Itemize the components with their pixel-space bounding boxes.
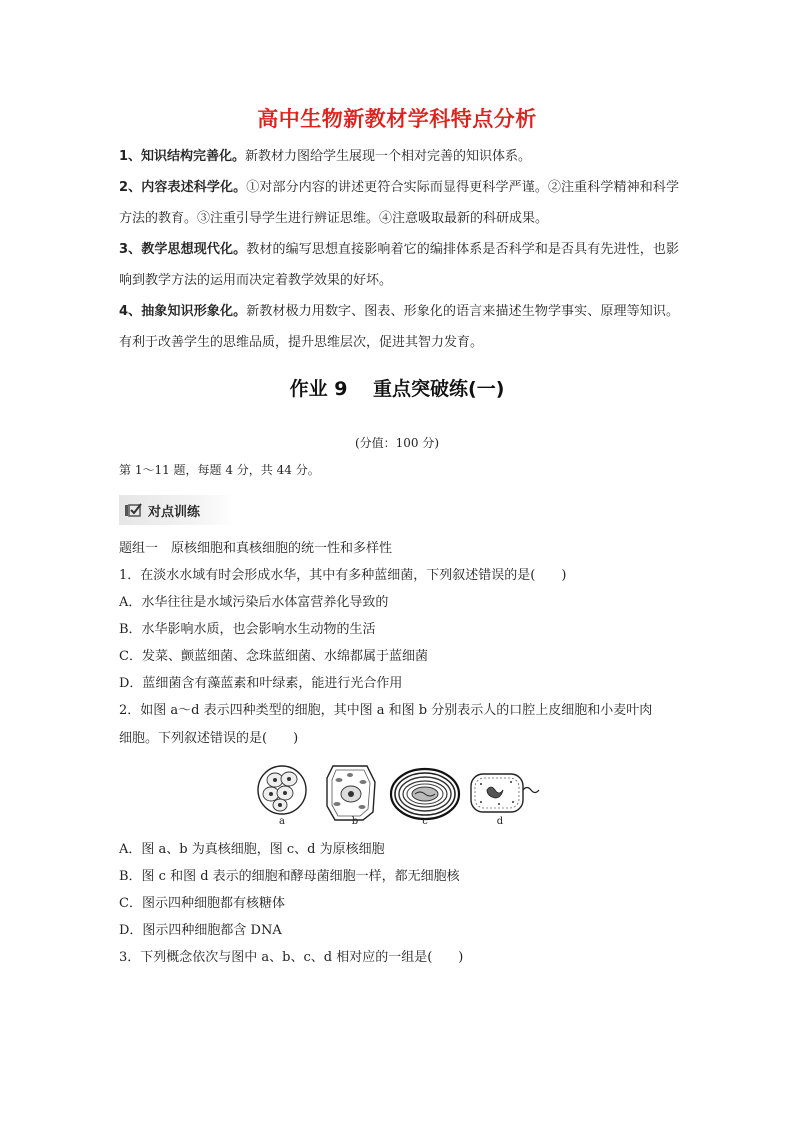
- feature-3: [119, 234, 679, 296]
- cell-d-icon: [471, 774, 539, 812]
- cell-b-icon: [327, 766, 375, 820]
- cell-c-icon: [391, 769, 459, 819]
- feature-text: ①对部分内容的讲述更符合实际而显得更科学严谨。②注重科学精神和科学方法的教育。③注重引导学生进行辨证思维。④注意吸取最新的科研成果。: [119, 180, 679, 226]
- q2-stem-line2: 细胞。下列叙述错误的是( ): [119, 731, 299, 746]
- feature-4: [119, 296, 679, 358]
- q1-option-d: D．蓝细菌含有藻蓝素和叶绿素，能进行光合作用: [119, 676, 403, 691]
- homework-title: 作业 9 重点突破练(一): [289, 378, 505, 400]
- figure-label-b: b: [351, 816, 359, 827]
- feature-text: 新教材极力用数字、图表、形象化的语言来描述生物学事实、原理等知识。有利于改善学生的思维品质，提升思维层次，促进其智力发育。: [119, 304, 679, 350]
- feature-heading: 4、抽象知识形象化。: [119, 304, 247, 319]
- page-title: 高中生物新教材学科特点分析: [257, 107, 537, 131]
- feature-1: [119, 141, 679, 172]
- section-header: [119, 495, 234, 525]
- feature-text: 教材的编写思想直接影响着它的编排体系是否科学和是否具有先进性，也影响到教学方法的运用而决定着教学效果的好坏。: [119, 242, 679, 288]
- figure-label-d: d: [496, 816, 504, 827]
- feature-heading: 3、教学思想现代化。: [119, 242, 247, 257]
- q2-option-d: D．图示四种细胞都含 DNA: [119, 923, 282, 938]
- question-group-title: 题组一 原核细胞和真核细胞的统一性和多样性: [119, 541, 393, 556]
- checklist-icon: [124, 502, 142, 518]
- score-note: (分值：100 分): [354, 436, 440, 450]
- q1-option-c: C．发菜、颤蓝细菌、念珠蓝细菌、水绵都属于蓝细菌: [119, 649, 428, 664]
- figure-label-c: c: [422, 816, 428, 827]
- q2-option-c: C．图示四种细胞都有核糖体: [119, 896, 285, 911]
- q2-option-b: B．图 c 和图 d 表示的细胞和酵母菌细胞一样，都无细胞核: [119, 869, 460, 884]
- q3-stem: 3．下列概念依次与图中 a、b、c、d 相对应的一组是( ): [119, 950, 464, 965]
- q1-stem: 1．在淡水水域有时会形成水华，其中有多种蓝细菌，下列叙述错误的是( ): [119, 568, 567, 583]
- q1-option-a: A．水华往往是水域污染后水体富营养化导致的: [119, 595, 389, 610]
- figure-label-a: a: [279, 816, 285, 827]
- section-label: 对点训练: [148, 504, 201, 520]
- cell-a-icon: [258, 766, 306, 814]
- q1-option-b: B．水华影响水质，也会影响水生动物的生活: [119, 622, 376, 637]
- feature-2: [119, 172, 679, 234]
- feature-heading: 1、知识结构完善化。: [119, 149, 246, 164]
- q2-option-a: A．图 a、b 为真核细胞，图 c、d 为原核细胞: [119, 842, 385, 857]
- feature-heading: 2、内容表述科学化。: [119, 180, 247, 195]
- feature-text: 新教材力图给学生展现一个相对完善的知识体系。: [245, 149, 532, 164]
- q2-stem-line1: 2．如图 a～d 表示四种类型的细胞，其中图 a 和图 b 分别表示人的口腔上皮细胞和小麦叶肉: [119, 703, 653, 718]
- scoring-rule: 第 1～11 题，每题 4 分，共 44 分。: [119, 463, 320, 477]
